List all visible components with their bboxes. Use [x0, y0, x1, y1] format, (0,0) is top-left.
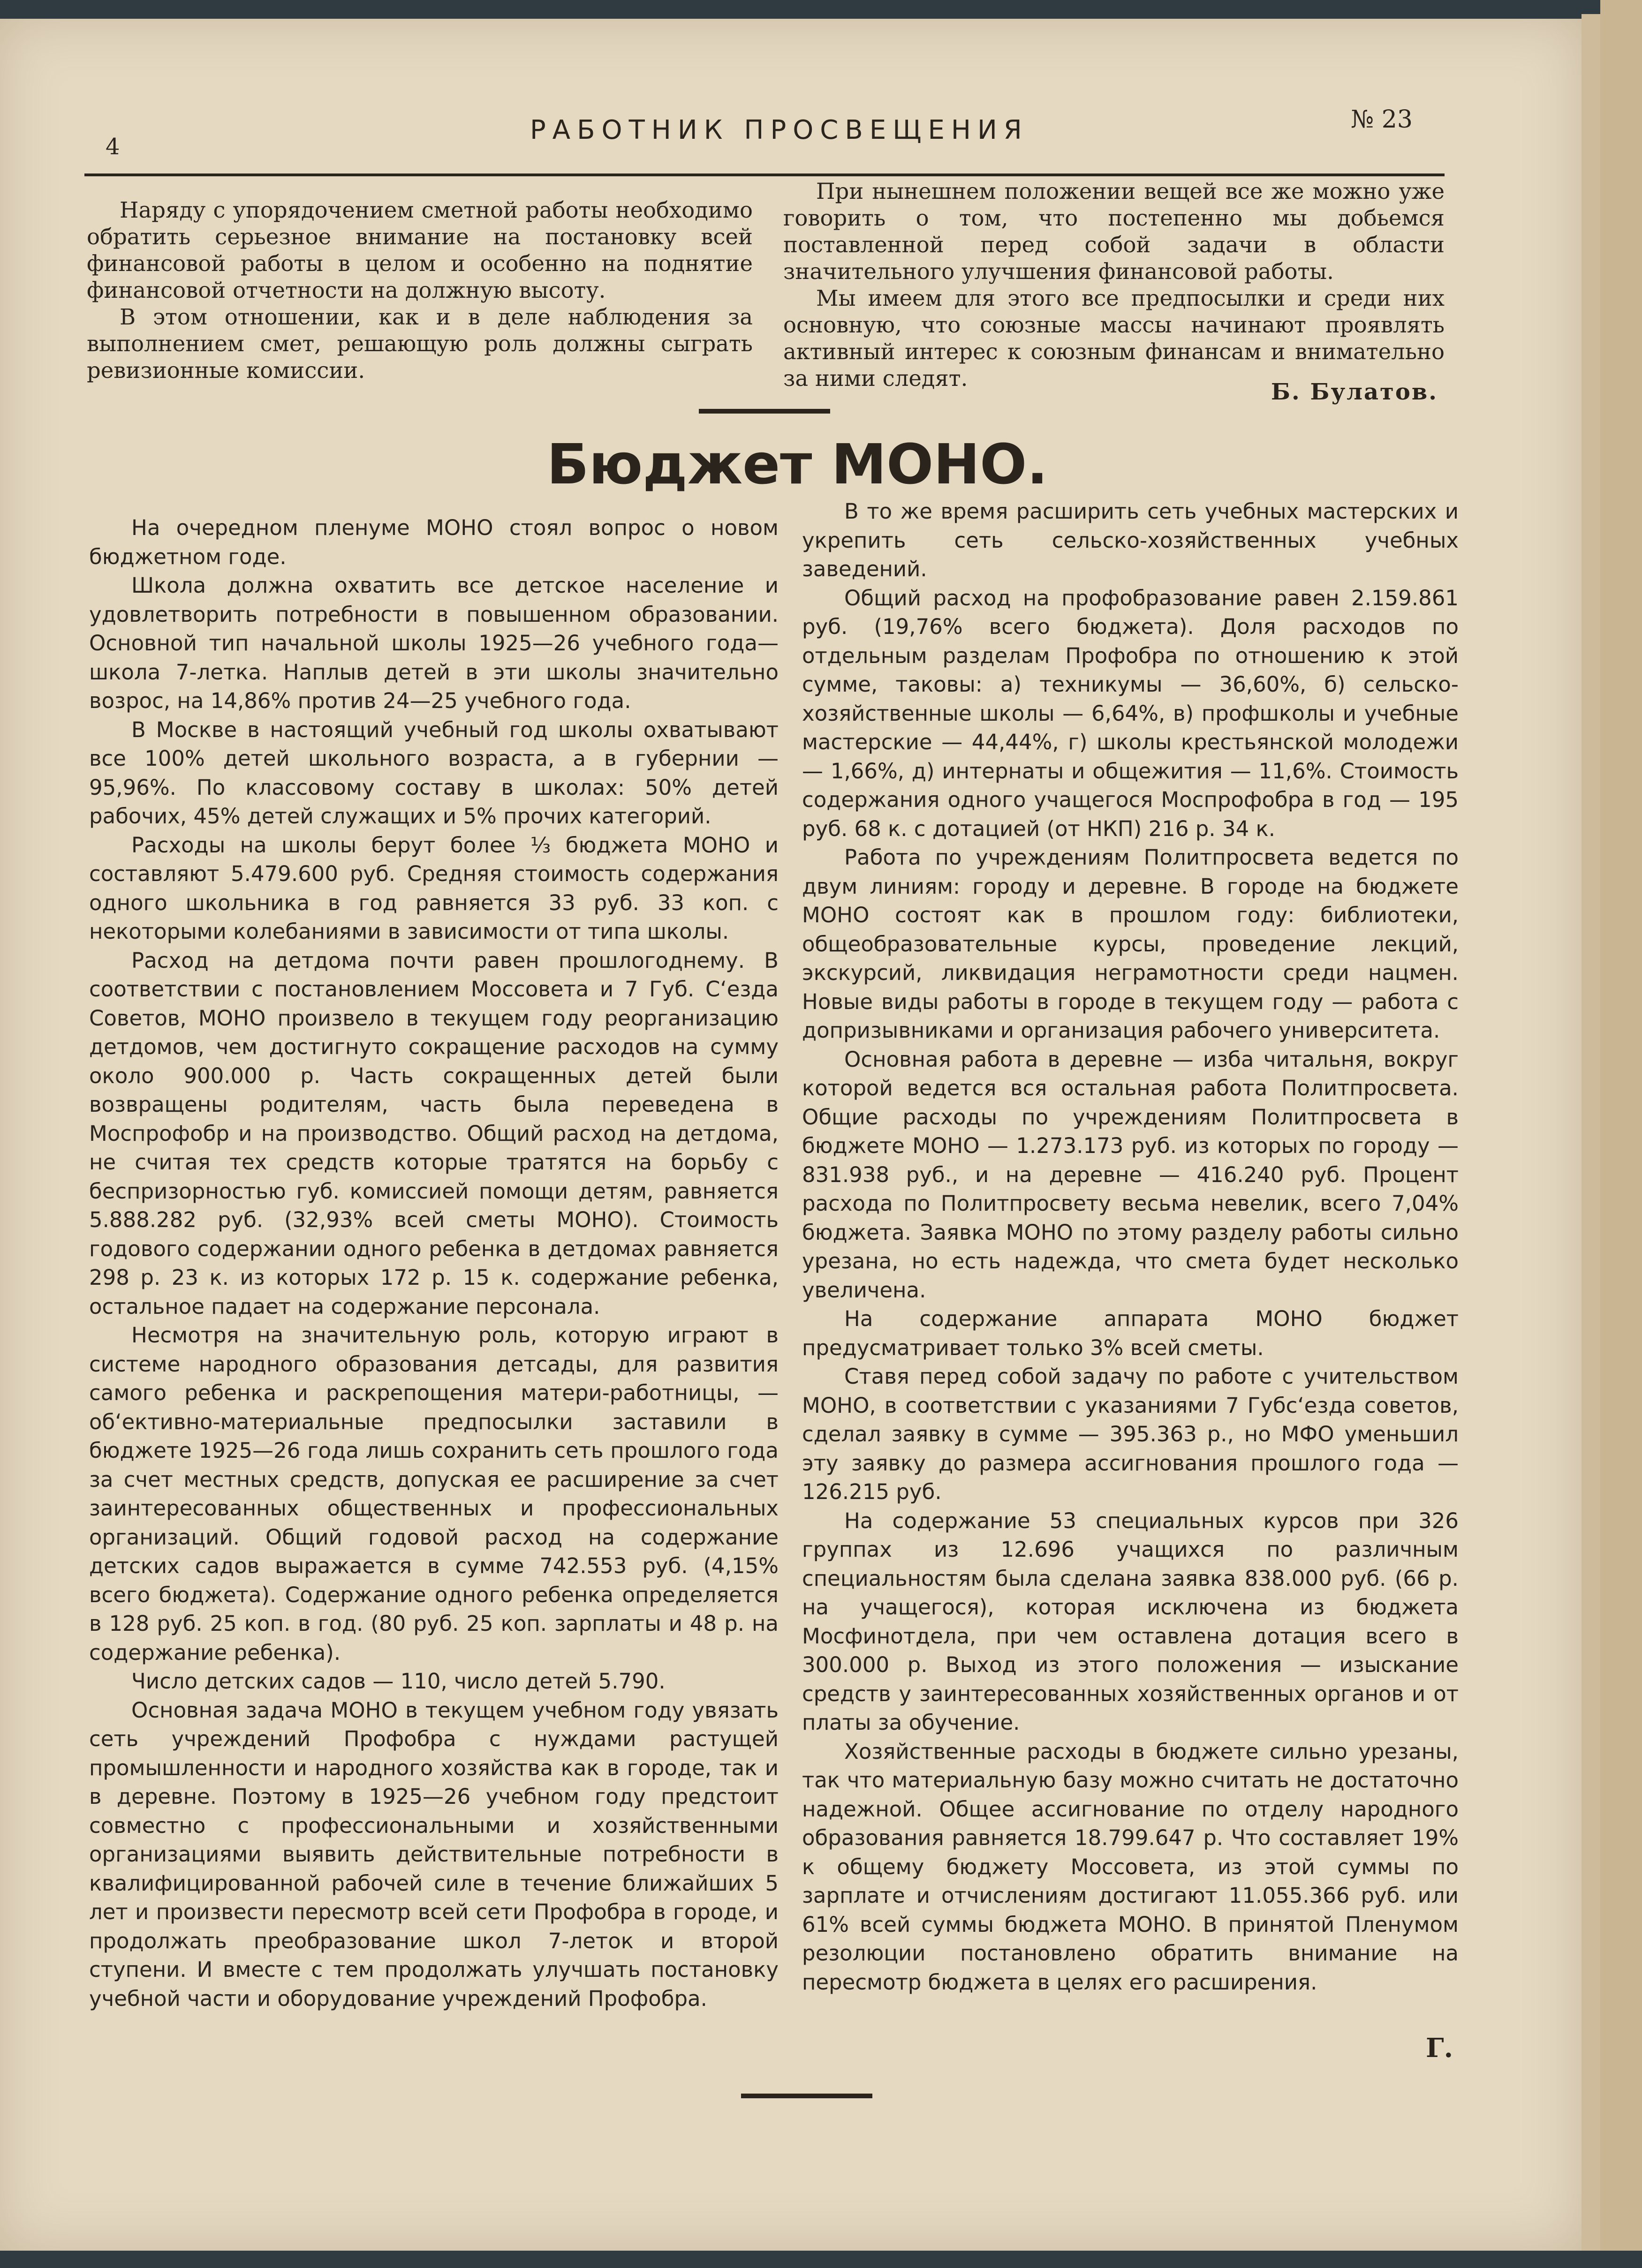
prev-article-paragraph: При нынешнем положении вещей все же можно уже говорить о том, что постепенно мы добьемся поставленной перед собой задачи в области значительного улучшения финансовой работы.: [783, 179, 1445, 284]
article-paragraph: Общий расход на профобразование равен 2.159.861 руб. (19,76% всего бюджета). Доля расходов по отдельным разделам Профобра по отношению к этой сумме, таковы: а) техникумы — 36,60%, б) сельско-хозяйственные школы — 6,64%, в) профшколы и учебные мастерские — 44,44%, г) школы крестьянской молодежи — 1,66%, д) интернаты и общежития — 11,6%. Стоимость содержания одного учащегося Моспрофобра в год — 195 руб. 68 к. с дотацией (от НКП) 216 р. 34 к.: [802, 585, 1459, 841]
article-paragraph: На содержание аппарата МОНО бюджет предусматривает только 3% всей сметы.: [802, 1306, 1459, 1360]
adjacent-page-edge: [1600, 0, 1642, 2268]
page-edge: [1581, 14, 1600, 2255]
article-paragraph: На содержание 53 специальных курсов при 326 группах из 12.696 учащихся по различным специальностям была сделана заявка 838.000 руб. (66 р. на учащегося), которая исключена из бюджета Мосфинотдела, при чем оставлена дотация всего в 300.000 р. Выход из этого положения — изыскание средств у заинтересованных хозяйственных органов и от платы за обучение.: [802, 1508, 1459, 1735]
article-left-column: [89, 513, 779, 2013]
header-rule: [84, 173, 1445, 176]
article-right-column: [802, 497, 1459, 1997]
article-paragraph: Расходы на школы берут более ⅓ бюджета МОНО и составляют 5.479.600 руб. Средняя стоимость содержания одного школьника в год равняется 33 руб. 33 коп. с некоторыми колебаниями в зависимости от типа школы.: [89, 832, 779, 944]
article-signature: Г.: [1426, 2033, 1453, 2064]
prev-article-left-column: [87, 197, 753, 384]
article-title: Бюджет МОНО.: [546, 432, 1048, 497]
prev-article-right-column: [783, 178, 1445, 392]
article-paragraph: В Москве в настоящий учебный год школы охватывают все 100% детей школьного возраста, а в губернии — 95,96%. По классовому составу в школах: 50% детей рабочих, 45% детей служащих и 5% прочих категорий.: [89, 717, 779, 829]
section-divider: [699, 409, 830, 414]
page-header: [84, 105, 1445, 160]
article-paragraph: Работа по учреждениям Политпросвета ведется по двум линиям: городу и деревне. В городе на бюджете МОНО состоят как в прошлом году: библиотеки, общеобразовательные курсы, проведение лекций, экскурсий, ликвидация неграмотности среди нацмен. Новые виды работы в городе в текущем году — работа с допризывниками и организация рабочего университета.: [802, 845, 1459, 1043]
article-paragraph: Основная работа в деревне — изба читальня, вокруг которой ведется вся остальная работа Политпросвета. Общие расходы по учреждениям Политпросвета в бюджете МОНО — 1.273.173 руб. из которых по городу — 831.938 руб., и на деревне — 416.240 руб. Процент расхода по Политпросвету весьма невелик, всего 7,04% бюджета. Заявка МОНО по этому разделу работы сильно урезана, но есть надежда, что смета будет несколько увеличена.: [802, 1047, 1459, 1303]
article-paragraph: Хозяйственные расходы в бюджете сильно урезаны, так что материальную базу можно считать не достаточно надежной. Общее ассигнование по отделу народного образования равняется 18.799.647 р. Что составляет 19% к общему бюджету Моссовета, из этой суммы по зарплате и отчислениям достигают 11.055.366 руб. или 61% всей суммы бюджета МОНО. В принятой Пленумом резолюции постановлено обратить внимание на пересмотр бюджета в целях его расширения.: [802, 1739, 1459, 1995]
page-number: 4: [106, 134, 120, 160]
article-paragraph: Несмотря на значительную роль, которую играют в системе народного образования детсады, для развития самого ребенка и раскрепощения матери-работницы, — об‘ективно-материальные предпосылки заставили в бюджете 1925—26 года лишь сохранить сеть прошлого года за счет местных средств, допуская ее расширение за счет заинтересованных общественных и профессиональных организаций. Общий годовой расход на содержание детских садов выражается в сумме 742.553 руб. (4,15% всего бюджета). Содержание одного ребенка определяется в 128 руб. 25 коп. в год. (80 руб. 25 коп. зарплаты и 48 р. на содержание ребенка).: [89, 1323, 779, 1665]
article-paragraph: В то же время расширить сеть учебных мастерских и укрепить сеть сельско-хозяйственных учебных заведений.: [802, 499, 1459, 581]
prev-article-paragraph: Мы имеем для этого все предпосылки и среди них основную, что союзные массы начинают проявлять активный интерес к союзным финансам и внимательно за ними следят.: [783, 286, 1445, 391]
issue-number: № 23: [1351, 105, 1413, 134]
author-signature: Б. Булатов.: [1271, 379, 1438, 405]
article-paragraph: Школа должна охватить все детское население и удовлетворить потребности в повышенном образовании. Основной тип начальной школы 1925—26 учебного года—школа 7-летка. Наплыв детей в эти школы значительно возрос, на 14,86% против 24—25 учебного года.: [89, 573, 779, 713]
article-paragraph: Основная задача МОНО в текущем учебном году увязать сеть учреждений Профобра с нуждами растущей промышленности и народного хозяйства как в городе, так и в деревне. Поэтому в 1925—26 учебном году предстоит совместно с профессиональными и хозяйственными организациями выявить действительные потребности в квалифицированной рабочей силе в течение ближайших 5 лет и произвести пересмотр всей сети Профобра в городе, и продолжать преобразование школ 7-леток и второй ступени. И вместе с тем продолжать улучшать постановку учебной части и оборудование учреждений Профобра.: [89, 1697, 779, 2011]
end-divider: [741, 2094, 872, 2098]
journal-title: РАБОТНИК ПРОСВЕЩЕНИЯ: [530, 115, 1029, 145]
prev-article-paragraph: В этом отношении, как и в деле наблюдения за выполнением смет, решающую роль должны сыграть ревизионные комиссии.: [87, 304, 753, 383]
scan-background: [0, 2251, 1642, 2268]
article-paragraph: Расход на детдома почти равен прошлогоднему. В соответствии с постановлением Моссовета и 7 Губ. С‘езда Советов, МОНО произвело в текущем году реорганизацию детдомов, чем достигнуто сокращение расходов на сумму около 900.000 р. Часть сокращенных детей были возвращены родителям, часть была переведена в Моспрофобр и на производство. Общий расход на детдома, не считая тех средств которые тратятся на борьбу с беспризорностью губ. комиссией помощи детям, равняется 5.888.282 руб. (32,93% всей сметы МОНО). Стоимость годового содержании одного ребенка в детдомах равняется 298 р. 23 к. из которых 172 р. 15 к. содержание ребенка, остальное падает на содержание персонала.: [89, 948, 779, 1319]
article-paragraph: Ставя перед собой задачу по работе с учительством МОНО, в соответствии с указаниями 7 Губс‘езда советов, сделал заявку в сумме — 395.363 р., но МФО уменьшил эту заявку до размера ассигнования прошлого года — 126.215 руб.: [802, 1364, 1459, 1504]
article-paragraph: На очередном пленуме МОНО стоял вопрос о новом бюджетном годе.: [89, 515, 779, 569]
prev-article-paragraph: Наряду с упорядочением сметной работы необходимо обратить серьезное внимание на постановку всей финансовой работы в целом и особенно на поднятие финансовой отчетности на должную высоту.: [87, 197, 753, 303]
article-paragraph: Число детских садов — 110, число детей 5.790.: [131, 1669, 666, 1694]
